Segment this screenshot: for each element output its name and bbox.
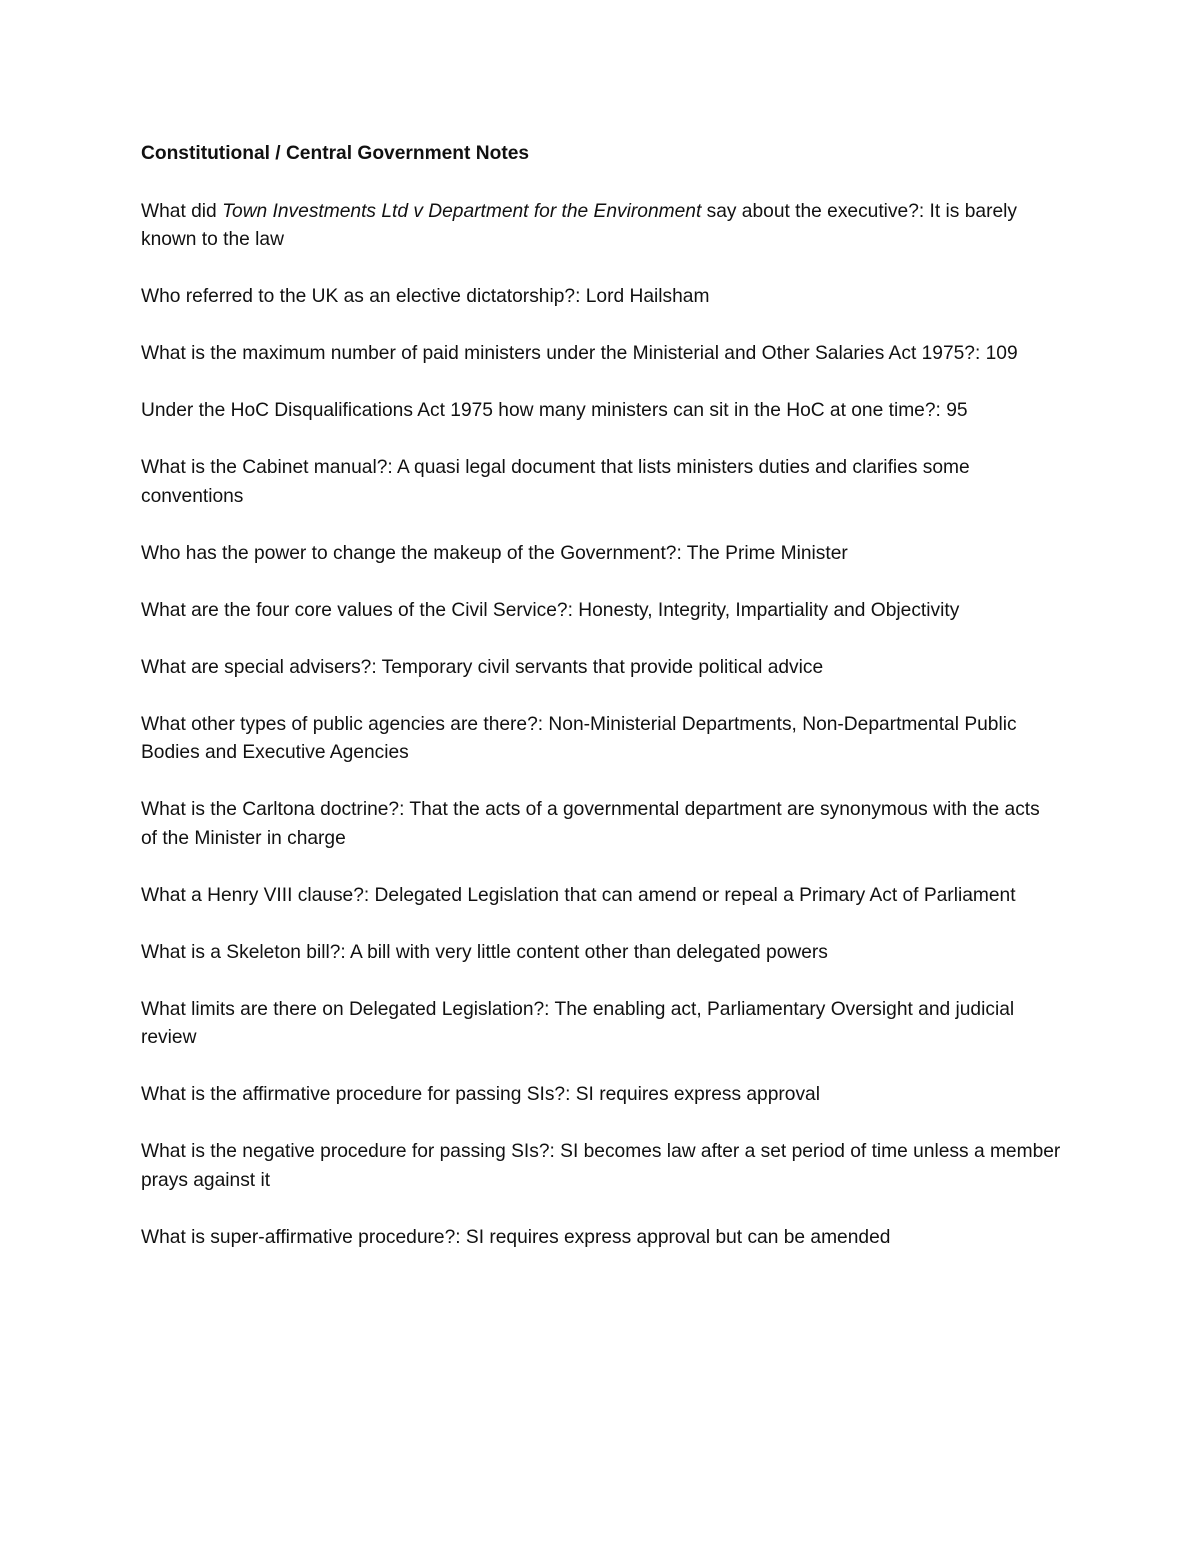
qa-text: What is the Carltona doctrine?: That the acts of a governmental department are synonymous with the acts of the Minister in charge (141, 799, 1040, 849)
qa-item (141, 340, 1061, 369)
qa-item (141, 198, 1061, 255)
qa-text: What is the maximum number of paid ministers under the Ministerial and Other Salaries Act 1975?: 109 (141, 343, 1018, 364)
qa-item (141, 454, 1061, 511)
qa-item (141, 597, 1061, 626)
qa-text: Who referred to the UK as an elective dictatorship?: Lord Hailsham (141, 286, 710, 307)
qa-item (141, 540, 1061, 569)
qa-item (141, 939, 1061, 968)
qa-text: What is the Cabinet manual?: A quasi legal document that lists ministers duties and clarifies some conventions (141, 457, 970, 507)
qa-text: What other types of public agencies are there?: Non-Ministerial Departments, Non-Departmental Public Bodies and Executive Agencies (141, 713, 1017, 763)
qa-text: What is super-affirmative procedure?: SI requires express approval but can be amended (141, 1226, 891, 1248)
qa-item (141, 1081, 1061, 1110)
qa-item (141, 996, 1061, 1053)
qa-text: What is a Skeleton bill?: A bill with very little content other than delegated powers (141, 941, 828, 963)
document-title: Constitutional / Central Government Notes (141, 143, 530, 164)
qa-text: Who has the power to change the makeup of the Government?: The Prime Minister (141, 542, 848, 564)
case-name-text: Town Investments Ltd v Department for the Environment (222, 200, 702, 222)
qa-list (141, 198, 1061, 1253)
document-content (141, 140, 1061, 1281)
qa-text: What are special advisers?: Temporary civil servants that provide political advice (141, 656, 824, 678)
qa-text: What is the negative procedure for passing SIs?: SI becomes law after a set period of time unless a member prays against it (141, 1141, 1061, 1191)
qa-item (141, 1224, 1061, 1253)
qa-text: What are the four core values of the Civil Service?: Honesty, Integrity, Impartiality and Objectivity (141, 599, 960, 621)
qa-item (141, 397, 1061, 426)
qa-item (141, 882, 1061, 911)
qa-text: Under the HoC Disqualifications Act 1975 how many ministers can sit in the HoC at one time?: 95 (141, 400, 968, 421)
qa-text: What limits are there on Delegated Legislation?: The enabling act, Parliamentary Oversight and judicial review (141, 998, 1015, 1048)
qa-item (141, 796, 1061, 853)
qa-text: What did (141, 200, 223, 222)
qa-item (141, 654, 1061, 683)
qa-item (141, 1138, 1061, 1195)
qa-text: What a Henry VIII clause?: Delegated Legislation that can amend or repeal a Primary Act of Parliament (141, 884, 1016, 906)
qa-text: What is the affirmative procedure for passing SIs?: SI requires express approval (141, 1084, 820, 1105)
qa-item (141, 711, 1061, 768)
qa-item (141, 283, 1061, 312)
qa-text: say about the executive?: It is barely known to the law (141, 200, 1017, 250)
